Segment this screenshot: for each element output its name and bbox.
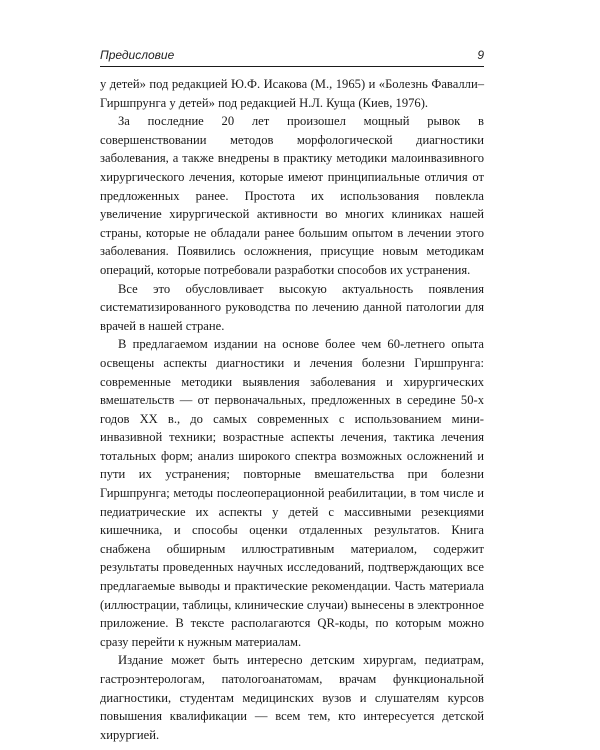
body-text [100,75,484,744]
paragraph: Издание может быть интересно детским хирургам, педиатрам, гастроэнтерологам, патологоанатомам, врачам функциональной диагностики, студентам медицинских вузов и слушателям курсов повышения квалификации — всем тем, кто интересуется детской хирургией. [100,653,484,742]
section-title: Предисловие [100,48,175,62]
page-number: 9 [477,48,484,62]
running-header [100,46,484,67]
paragraph: Все это обусловливает высокую актуальность появления систематизированного руководства по лечению данной патологии для врачей в нашей стране. [100,281,484,333]
paragraph-continuation: у детей» под редакцией Ю.Ф. Исакова (М., 1965) и «Болезнь Фавалли–Гиршпрунга у детей» под редакцией Н.Л. Куща (Киев, 1976). [100,77,484,110]
paragraph: За последние 20 лет произошел мощный рывок в совершенствовании методов морфологической диагностики заболевания, а также внедрены в практику методики малоинвазивного хирургического лечения, которые имеют принципиальные отличия от предложенных ранее. Простота их использования повлекла увеличение хирургической активности во многих клиниках нашей страны, которые не обладали ранее большим опытом в лечении этого заболевания. Появились осложнения, присущие новым методикам операций, которые потребовали разработки способов их устранения. [100,114,484,277]
paragraph: В предлагаемом издании на основе более чем 60-летнего опыта освещены аспекты диагностики и лечения болезни Гиршпрунга: современные методики выявления заболевания и хирургических вмешательств — от первоначальных, предложенных в середине 50-х годов XX в., до самых современных с использованием мини-инвазивной техники; возрастные аспекты лечения, тактика лечения тотальных форм; анализ широкого спектра возможных осложнений и пути их устранения; повторные вмешательства при болезни Гиршпрунга; методы послеоперационной реабилитации, в том числе и педиатрические их аспекты у детей с массивными резекциями кишечника, и способы оценки отдаленных результатов. Книга снабжена обширным иллюстративным материалом, содержит результаты проведенных научных исследований, подтверждающих все предлагаемые выводы и практические рекомендации. Часть материала (иллюстрации, таблицы, клинические случаи) вынесены в электронное приложение. В тексте располагаются QR-коды, по которым можно сразу перейти к нужным материалам. [100,337,484,649]
